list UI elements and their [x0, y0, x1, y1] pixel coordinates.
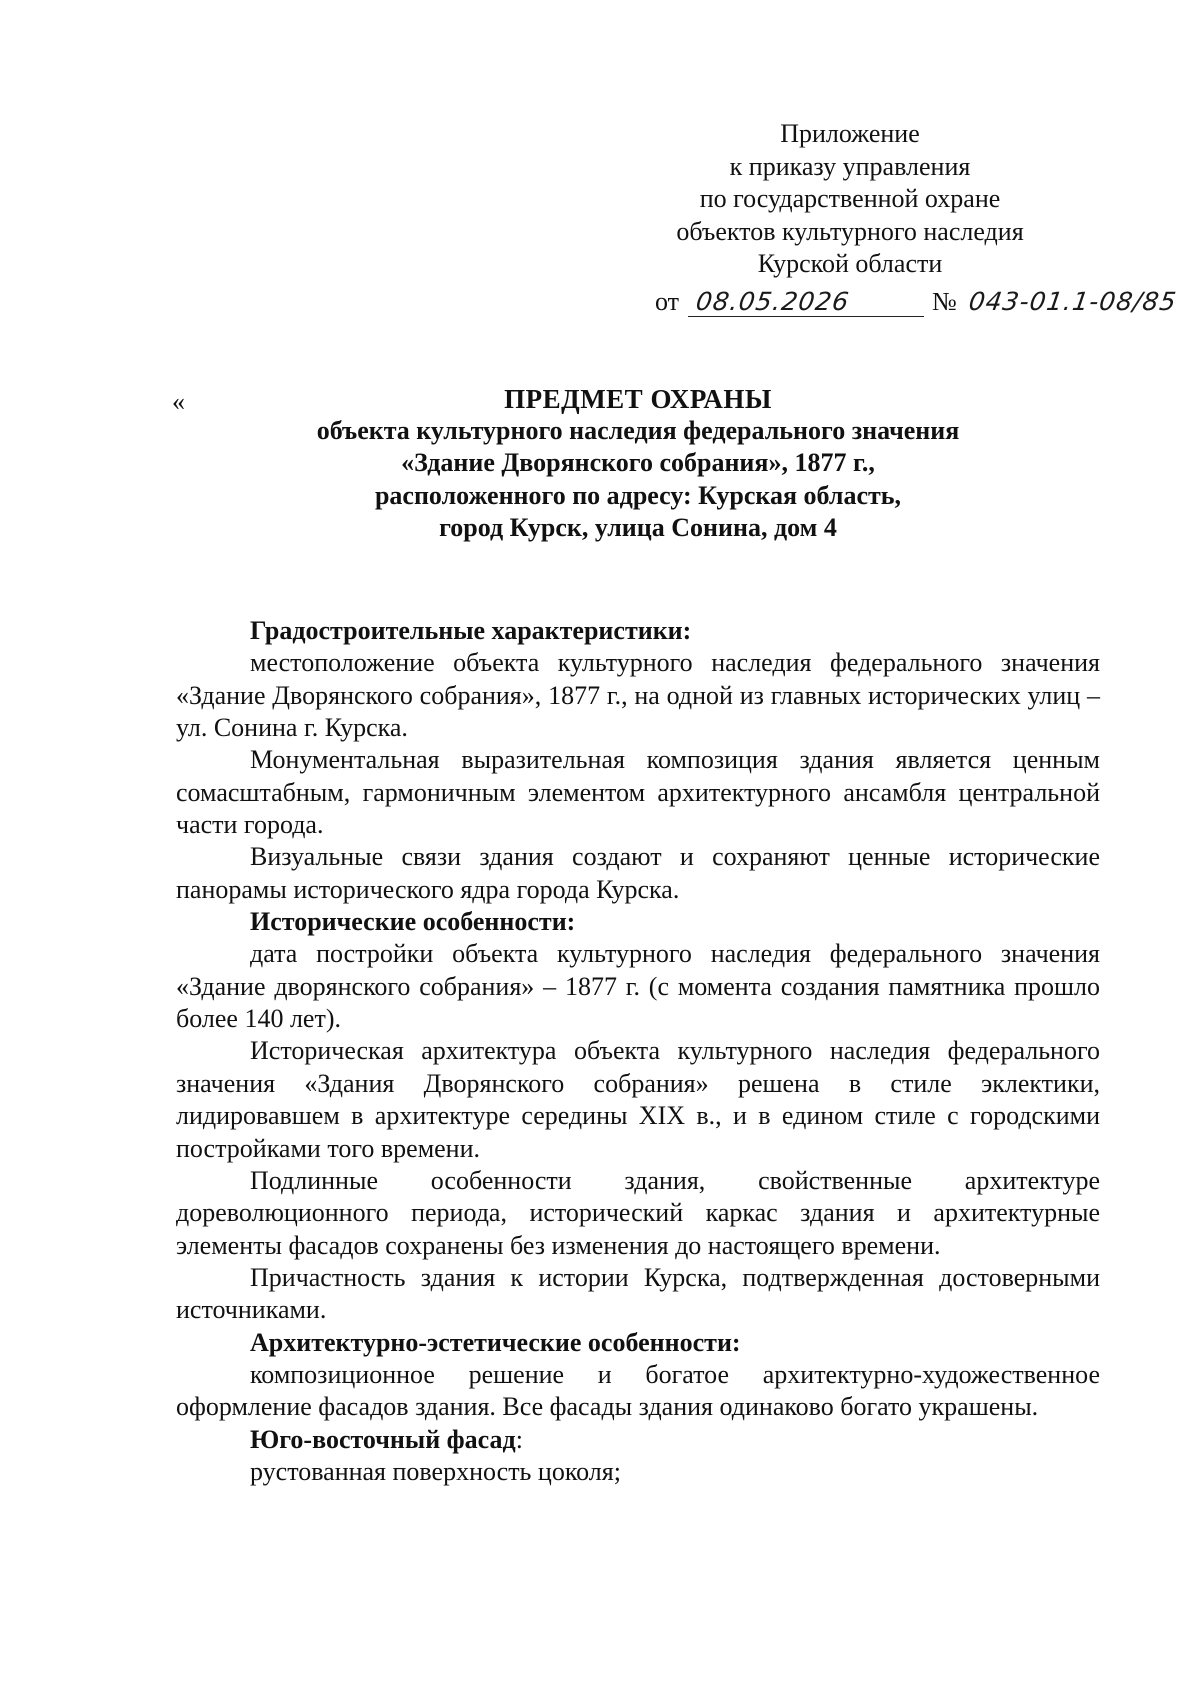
title-line-2: «Здание Дворянского собрания», 1877 г.,: [401, 448, 875, 478]
title-line-1: объекта культурного наследия федерального значения: [316, 416, 960, 446]
appendix-line-4: объектов культурного наследия: [676, 216, 1024, 246]
date-label: от: [655, 287, 680, 316]
appendix-line-1: Приложение: [780, 119, 920, 148]
southeast-item-1: рустованная поверхность цоколя;: [250, 1456, 621, 1486]
section-heading-urban: Градостроительные характеристики:: [250, 616, 692, 645]
title-main: ПРЕДМЕТ ОХРАНЫ: [504, 384, 772, 414]
aesthetic-paragraph-1: композиционное решение и богатое архитектурно-художественное оформление фасадов здания. Все фасады здания одинаково богато украшены.: [176, 1359, 1100, 1422]
document-body: [176, 615, 1100, 1488]
urban-paragraph-3: Визуальные связи здания создают и сохраняют ценные исторические панорамы исторического ядра города Курска.: [176, 842, 1100, 904]
historic-paragraph-4: Причастность здания к истории Курска, подтвержденная достоверными источниками.: [176, 1262, 1100, 1325]
opening-quote: «: [172, 387, 185, 416]
document-title: [178, 383, 1098, 544]
section-heading-aesthetic: Архитектурно-эстетические особенности:: [250, 1327, 741, 1357]
appendix-line-3: по государственной охране: [699, 184, 1001, 213]
appendix-line-5: Курской области: [757, 249, 943, 278]
historic-paragraph-2: Историческая архитектура объекта культурного наследия федерального значения «Здания Дворянского собрания» решена в стиле эклектики, лидировавшем в архитектуре середины XIX в., и в едином стиле с городскими постройками того времени.: [176, 1036, 1100, 1163]
order-date-number-line: [655, 286, 1179, 318]
title-line-3: расположенного по адресу: Курская область,: [374, 480, 902, 510]
southeast-heading-text: Юго-восточный фасад: [250, 1424, 516, 1454]
handwritten-date: 08.05.2026: [687, 288, 927, 317]
appendix-line-2: к приказу управления: [729, 151, 971, 181]
urban-paragraph-1: местоположение объекта культурного наследия федерального значения «Здание Дворянского собрания», 1877 г., на одной из главных исторических улиц – ул. Сонина г. Курска.: [176, 648, 1100, 743]
appendix-header: [600, 118, 1100, 281]
historic-paragraph-3: Подлинные особенности здания, свойственные архитектуре дореволюционного периода, исторический каркас здания и архитектурные элементы фасадов сохранены без изменения до настоящего времени.: [176, 1165, 1100, 1260]
number-label: №: [932, 287, 957, 316]
historic-paragraph-1: дата постройки объекта культурного наследия федерального значения «Здание дворянского собрания» – 1877 г. (с момента создания памятника прошло более 140 лет).: [176, 939, 1100, 1034]
urban-paragraph-2: Монументальная выразительная композиция здания является ценным сомасштабным, гармоничным элементом архитектурного ансамбля центральной части города.: [176, 745, 1100, 840]
southeast-heading-colon: :: [515, 1424, 523, 1454]
title-line-4: город Курск, улица Сонина, дом 4: [439, 512, 837, 542]
section-heading-southeast-facade: [176, 1424, 1100, 1456]
handwritten-number: 043-01.1-08/85: [967, 287, 1179, 316]
section-heading-historic: Исторические особенности:: [250, 907, 576, 937]
